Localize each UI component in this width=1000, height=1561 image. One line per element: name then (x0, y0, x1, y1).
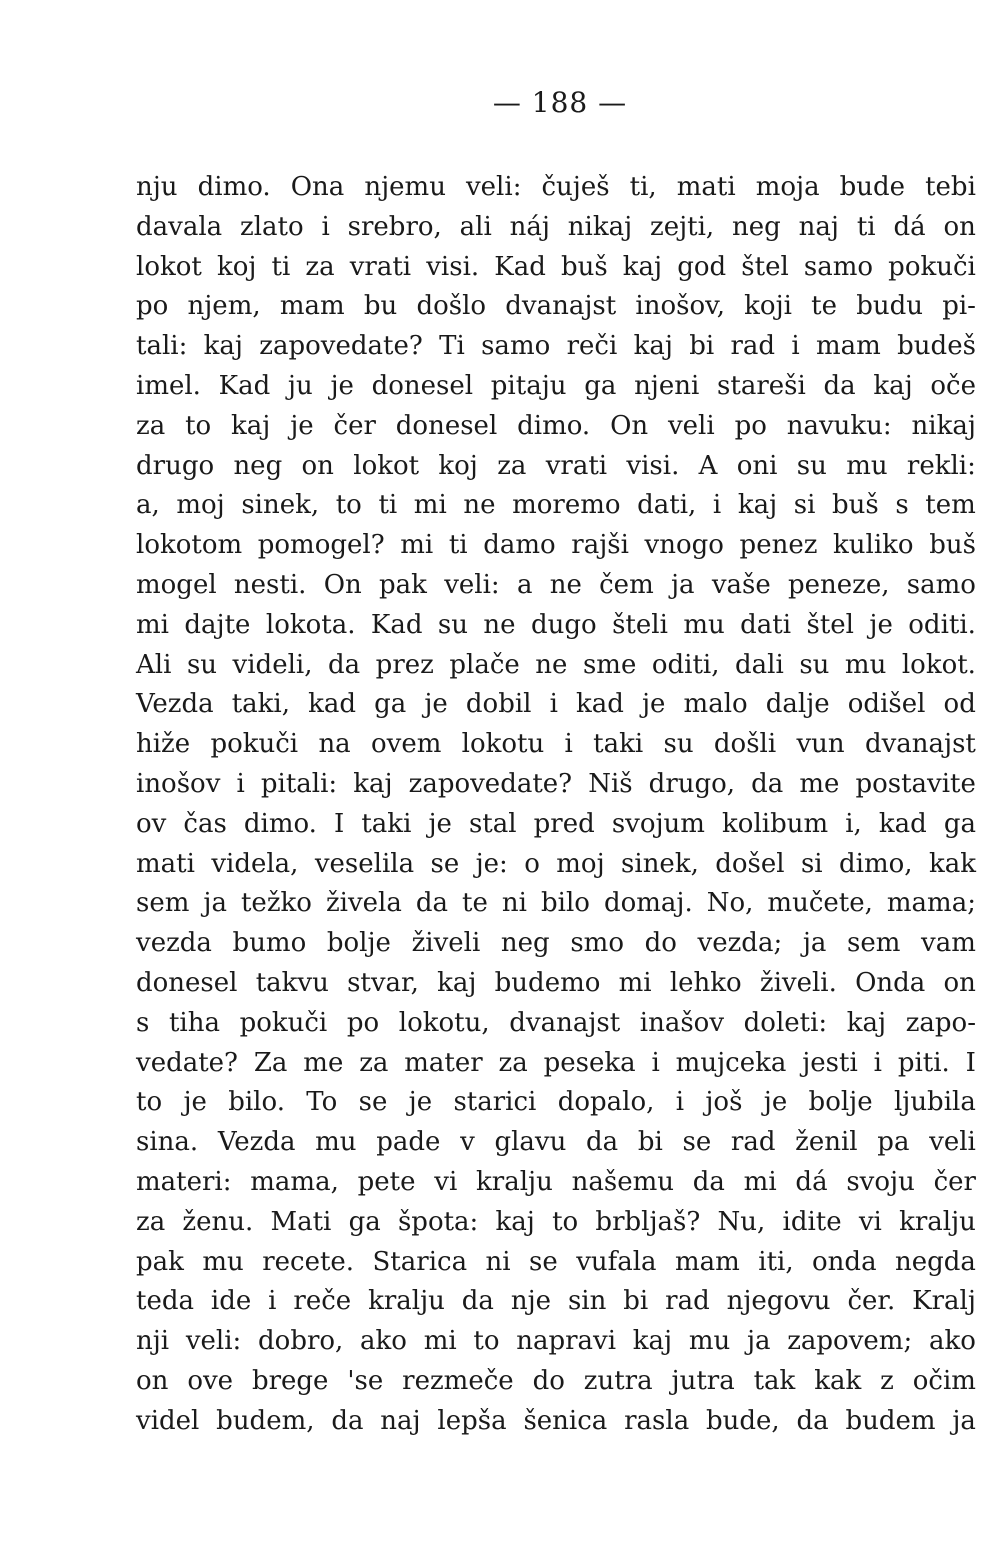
text-line: Vezda taki, kad ga je dobil i kad je malo dalje odišel od (136, 689, 976, 720)
text-line: sem ja težko živela da te ni bilo domaj. No, mučete, mama; (136, 888, 976, 919)
text-line: nji veli: dobro, ako mi to napravi kaj mu ja zapovem; ako (136, 1326, 976, 1357)
text-line: drugo neg on lokot koj za vrati visi. A oni su mu rekli: (136, 450, 976, 481)
text-line: ov čas dimo. I taki je stal pred svojum kolibum i, kad ga (136, 808, 976, 839)
text-line: a, moj sinek, to ti mi ne moremo dati, i kaj si buš s tem (136, 490, 976, 521)
text-line: sina. Vezda mu pade v glavu da bi se rad ženil pa veli (136, 1127, 976, 1158)
text-line: materi: mama, pete vi kralju našemu da mi dá svoju čer (136, 1166, 976, 1197)
text-line: za ženu. Mati ga špota: kaj to brbljaš? Nu, idite vi kralju (136, 1206, 976, 1237)
page-number: — 188 — (492, 86, 628, 119)
text-line: mi dajte lokota. Kad su ne dugo šteli mu dati štel je oditi. (136, 609, 976, 640)
text-line: pak mu recete. Starica ni se vufala mam iti, onda negda (136, 1246, 976, 1277)
text-line: lokotom pomogel? mi ti damo rajši vnogo penez kuliko buš (136, 530, 976, 561)
text-line: po njem, mam bu došlo dvanajst inošov, koji te budu pi- (136, 291, 976, 322)
text-line: za to kaj je čer donesel dimo. On veli po navuku: nikaj (136, 410, 976, 441)
text-line: Ali su videli, da prez plače ne sme oditi, dali su mu lokot. (136, 649, 976, 680)
text-line: nju dimo. Ona njemu veli: čuješ ti, mati moja bude tebi (136, 172, 976, 202)
text-line: mogel nesti. On pak veli: a ne čem ja vaše peneze, samo (136, 569, 976, 600)
text-line: lokot koj ti za vrati visi. Kad buš kaj god štel samo pokuči (136, 251, 976, 282)
text-line: hiže pokuči na ovem lokotu i taki su došli vun dvanajst (136, 729, 976, 760)
text-line: davala zlato i srebro, ali náj nikaj zejti, neg naj ti dá on (136, 211, 976, 242)
text-line: vezda bumo bolje živeli neg smo do vezda; ja sem vam (136, 928, 976, 959)
text-line: inošov i pitali: kaj zapovedate? Niš drugo, da me postavite (136, 768, 976, 799)
text-line: donesel takvu stvar, kaj budemo mi lehko živeli. Onda on (136, 967, 976, 998)
body-text (136, 168, 976, 1442)
text-line: mati videla, veselila se je: o moj sinek, došel si dimo, kak (136, 848, 976, 879)
text-line: to je bilo. To se je starici dopalo, i još je bolje ljubila (136, 1087, 976, 1118)
text-line: tali: kaj zapovedate? Ti samo reči kaj bi rad i mam budeš (136, 331, 976, 362)
text-line: vedate? Za me za mater za peseka i mujceka jesti i piti. I (136, 1047, 976, 1078)
text-line: on ove brege 'se rezmeče do zutra jutra tak kak z očim (136, 1365, 976, 1396)
text-line: teda ide i reče kralju da nje sin bi rad njegovu čer. Kralj (136, 1286, 976, 1317)
text-line: s tiha pokuči po lokotu, dvanajst inašov doleti: kaj zapo- (136, 1007, 976, 1038)
text-line: imel. Kad ju je donesel pitaju ga njeni stareši da kaj oče (136, 370, 976, 401)
text-line: videl budem, da naj lepša šenica rasla bude, da budem ja (136, 1405, 976, 1436)
